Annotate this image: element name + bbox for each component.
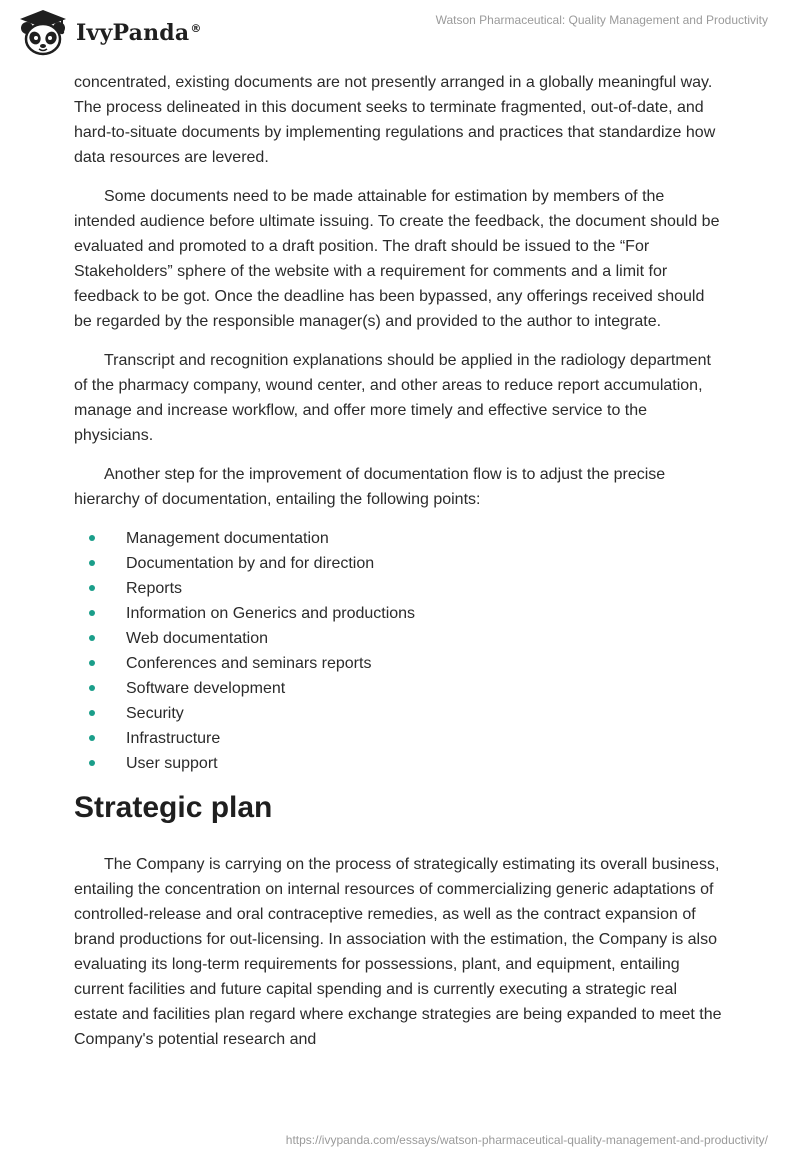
bullet-dot-icon: [89, 560, 95, 566]
bullet-dot-icon: [89, 635, 95, 641]
paragraph-continuation: concentrated, existing documents are not presently arranged in a globally meaningful way. The process delineated in this document seeks to terminate fragmented, out-of-date, and hard-to-situate documents by implementing regulations and practices that standardize how data resources are levered.: [74, 74, 716, 166]
paragraph-strategic-plan: The Company is carrying on the process of strategically estimating its overall business, entailing the concentration on internal resources of commercializing generic adaptations of controlled-release and oral contraceptive remedies, as well as the contract expansion of brand productions for out-licensing. In association with the estimation, the Company is also evaluating its long-term requirements for possessions, plant, and equipment, entailing current facilities and future capital spending and is currently executing a strategic real estate and facilities plan regard where exchange strategies are being expanded to meet the Company's potential research and: [74, 856, 722, 1048]
list-item: Software development: [74, 676, 724, 701]
bullet-dot-icon: [89, 610, 95, 616]
bullet-dot-icon: [89, 760, 95, 766]
list-item: Reports: [74, 576, 724, 601]
ivypanda-logo[interactable]: [14, 8, 202, 58]
essay-content: [74, 70, 724, 1066]
list-item: Management documentation: [74, 526, 724, 551]
list-item: Infrastructure: [74, 726, 724, 751]
bullet-dot-icon: [89, 710, 95, 716]
bullet-dot-icon: [89, 660, 95, 666]
section-heading-strategic-plan: Strategic plan: [74, 791, 273, 824]
panda-logo-icon: [14, 8, 72, 58]
paragraph-feedback: Some documents need to be made attainable for estimation by members of the intended audience before ultimate issuing. To create the feedback, the document should be evaluated and promoted to a draft position. The draft should be issued to the “For Stakeholders” sphere of the website with a requirement for comments and a limit for feedback to be got. Once the deadline has been bypassed, any offerings received should be regarded by the responsible manager(s) and provided to the author to integrate.: [74, 188, 720, 330]
logo-wordmark: IvyPanda®: [76, 20, 202, 46]
bullet-dot-icon: [89, 685, 95, 691]
source-url-link[interactable]: https://ivypanda.com/essays/watson-pharmaceutical-quality-management-and-productivity/: [285, 1133, 768, 1147]
list-item: Conferences and seminars reports: [74, 651, 724, 676]
page-header: [0, 0, 800, 70]
list-item: Security: [74, 701, 724, 726]
list-item: Web documentation: [74, 626, 724, 651]
list-item: Information on Generics and productions: [74, 601, 724, 626]
list-item: Documentation by and for direction: [74, 551, 724, 576]
list-item: User support: [74, 751, 724, 776]
document-title: Watson Pharmaceutical: Quality Management and Productivity: [435, 13, 768, 27]
bullet-dot-icon: [89, 585, 95, 591]
bullet-dot-icon: [89, 535, 95, 541]
bullet-dot-icon: [89, 735, 95, 741]
paragraph-transcript: Transcript and recognition explanations should be applied in the radiology department of the pharmacy company, wound center, and other areas to reduce report accumulation, manage and increase workflow, and offer more timely and effective service to the physicians.: [74, 352, 711, 444]
paragraph-hierarchy: Another step for the improvement of documentation flow is to adjust the precise hierarchy of documentation, entailing the following points:: [74, 466, 666, 508]
documentation-points-list: [74, 526, 724, 776]
